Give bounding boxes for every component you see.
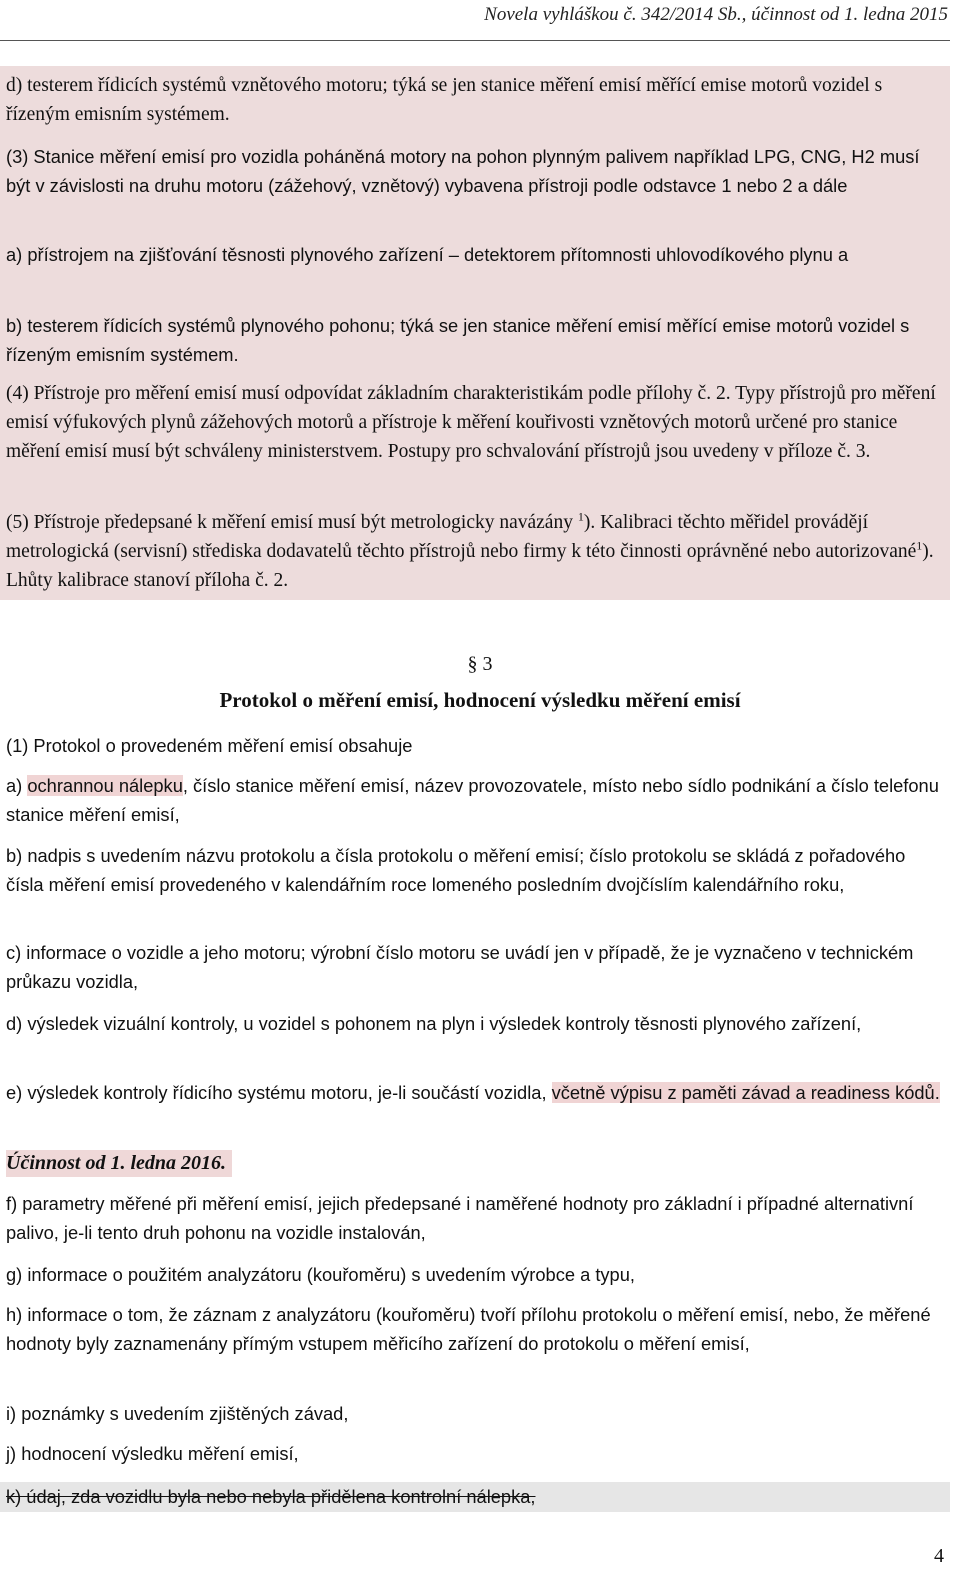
item-a-prefix: a) <box>6 775 28 796</box>
item-b-gas-tester: b) testerem řídicích systémů plynového pohonu; týká se jen stanice měření emisí měřící emise motorů vozidel s řízeným emisním systémem. <box>6 315 910 365</box>
item-e-highlight: včetně výpisu z paměti závad a readiness kódů. <box>551 1082 940 1103</box>
protocol-intro: (1) Protokol o provedeném měření emisí obsahuje <box>6 735 413 756</box>
running-header: Novela vyhláškou č. 342/2014 Sb., účinnost od 1. ledna 2015 <box>484 4 948 25</box>
p5-part-b: ). Kalibraci těchto měřidel provádějí metrologická (servisní) střediska dodavatelů těchto přístrojů nebo firmy k této činnosti oprávněné nebo autorizované <box>6 512 917 562</box>
paragraph-4: (4) Přístroje pro měření emisí musí odpovídat základním charakteristikám podle přílohy č. 2. Typy přístrojů pro měření emisí výfukových plynů zážehových motorů a přístroje k měření kouřivosti vznětových motorů určené pro stanice měření emisí musí být schváleny ministerstvem. Postupy pro schvalování přístrojů jsou uvedeny v příloze č. 3. <box>6 383 936 462</box>
item-a-leak-detector: a) přístrojem na zjišťování těsnosti plynového zařízení – detektorem přítomnosti uhlovodíkového plynu a <box>6 244 849 265</box>
protocol-item-f: f) parametry měřené při měření emisí, jejich předepsané i naměřené hodnoty pro základní i případné alternativní palivo, je-li tento druh pohonu na vozidle instalován, <box>6 1193 914 1243</box>
section-number: § 3 <box>467 653 493 675</box>
p5-part-a: (5) Přístroje předepsané k měření emisí musí být metrologicky navázány <box>6 512 573 533</box>
paragraph-3: (3) Stanice měření emisí pro vozidla poháněná motory na pohon plynným palivem například LPG, CNG, H2 musí být v závislosti na druhu motoru (zážehový, vznětový) vybavena přístroji podle odstavce 1 nebo 2 a dále <box>6 146 920 196</box>
protocol-item-h: h) informace o tom, že záznam z analyzátoru (kouřoměru) tvoří přílohu protokolu o měření emisí, nebo, že měřené hodnoty byly zaznamenány přímým vstupem měřicího zařízení do protokolu o měření emisí, <box>6 1304 931 1354</box>
effective-date-note: Účinnost od 1. ledna 2016. <box>6 1150 232 1177</box>
section-title: Protokol o měření emisí, hodnocení výsledku měření emisí <box>219 688 741 712</box>
item-d-testers: d) testerem řídicích systémů vznětového motoru; týká se jen stanice měření emisí měřící emise motorů vozidel s řízeným emisním systémem. <box>6 75 883 125</box>
paragraph-5 <box>6 508 946 595</box>
header-divider <box>0 40 950 41</box>
protocol-item-e <box>6 1078 946 1107</box>
protocol-item-j: j) hodnocení výsledku měření emisí, <box>6 1443 299 1464</box>
footnote-ref-1b: 1 <box>916 538 923 553</box>
protocol-item-c: c) informace o vozidle a jeho motoru; výrobní číslo motoru se uvádí jen v případě, že je vyznačeno v technickém průkazu vozidla, <box>6 942 914 992</box>
protocol-item-i: i) poznámky s uvedením zjištěných závad, <box>6 1403 349 1424</box>
protocol-item-d: d) výsledek vizuální kontroly, u vozidel s pohonem na plyn i výsledek kontroly těsnosti plynového zařízení, <box>6 1013 862 1034</box>
footnote-ref-1: 1 <box>577 509 584 524</box>
page-number: 4 <box>934 1545 944 1567</box>
item-a-rest: , číslo stanice měření emisí, název provozovatele, místo nebo sídlo podnikání a číslo telefonu stanice měření emisí, <box>6 775 939 825</box>
protocol-item-b: b) nadpis s uvedením názvu protokolu a čísla protokolu o měření emisí; číslo protokolu se skládá z pořadového čísla měření emisí provedeného v kalendářním roce lomeného posledním dvojčíslím kalendářního roku, <box>6 845 906 895</box>
item-e-text: e) výsledek kontroly řídicího systému motoru, je-li součástí vozidla, <box>6 1082 552 1103</box>
protocol-item-a <box>6 771 946 829</box>
item-a-highlight: ochrannou nálepku <box>27 775 183 796</box>
p5-part-c: ). Lhůty kalibrace stanoví příloha č. 2. <box>6 541 934 591</box>
protocol-item-k-deleted: k) údaj, zda vozidlu byla nebo nebyla přidělena kontrolní nálepka, <box>6 1486 536 1507</box>
protocol-item-g: g) informace o použitém analyzátoru (kouřoměru) s uvedením výrobce a typu, <box>6 1264 635 1285</box>
